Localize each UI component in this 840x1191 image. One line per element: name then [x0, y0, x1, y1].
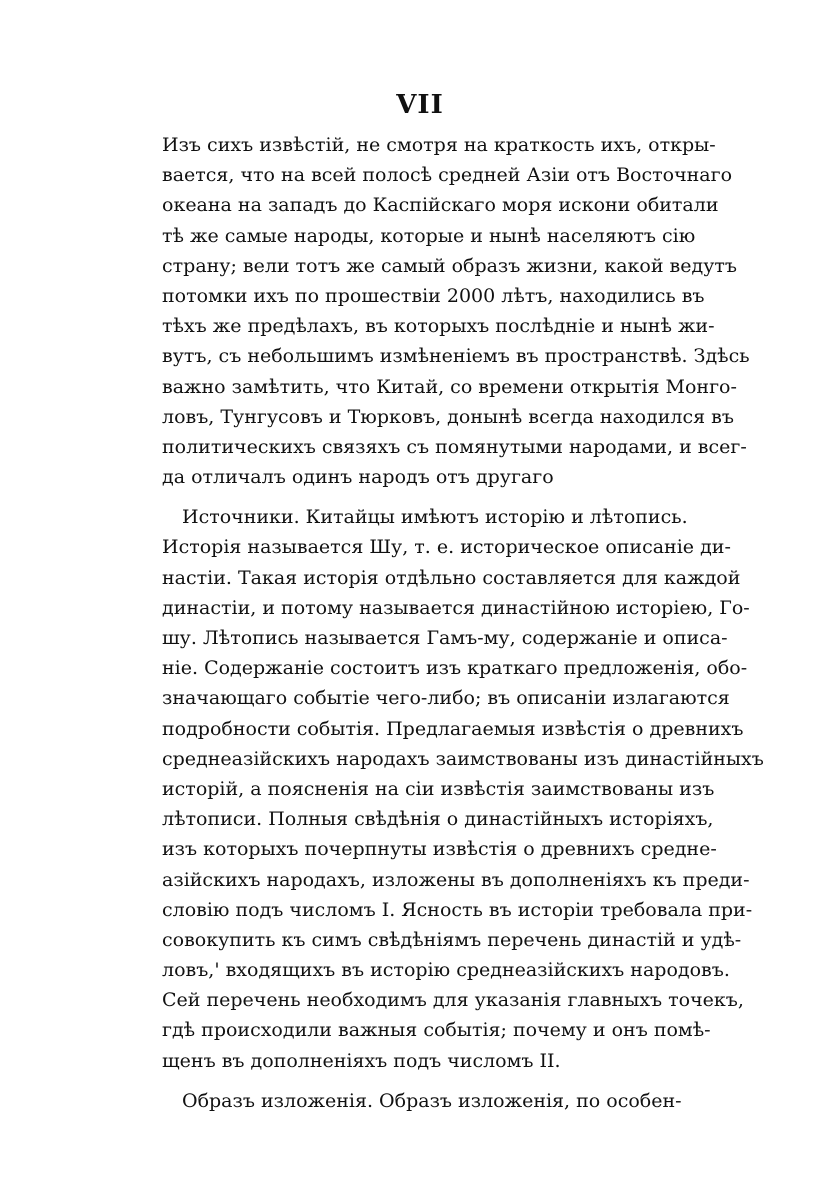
text-line: гдѣ происходили важныя событія; почему и онъ помѣ-	[162, 1019, 711, 1042]
text-line: Сей перечень необходимъ для указанія главныхъ точекъ,	[162, 989, 744, 1012]
text-line: настіи. Такая исторія отдѣльно составляется для каждой	[162, 566, 741, 589]
text-line: потомки ихъ по прошествіи 2000 лѣтъ, находились въ	[162, 284, 705, 307]
text-line: подробности событія. Предлагаемыя извѣстія о древнихъ	[162, 717, 744, 740]
page-number: VII	[396, 90, 444, 120]
text-line: важно замѣтить, что Китай, со времени открытія Монго-	[162, 375, 737, 398]
text-line: изъ которыхъ почерпнуты извѣстія о древнихъ средне-	[162, 838, 717, 861]
text-line: щенъ въ дополненіяхъ подъ числомъ II.	[162, 1049, 561, 1072]
text-line: шу. Лѣтопись называется Гамъ-му, содержаніе и описа-	[162, 627, 728, 649]
text-line: тѣ же самые народы, которые и нынѣ населяютъ сію	[162, 224, 696, 247]
paragraph-gap	[162, 492, 686, 502]
text-line: страну; вели тотъ же самый образъ жизни, какой ведутъ	[162, 254, 737, 277]
text-line: океана на западъ до Каспійскаго моря искони обитали	[162, 194, 719, 217]
text-line: вутъ, съ небольшимъ измѣненіемъ въ пространствѣ. Здѣсь	[162, 345, 750, 368]
text-line: Изъ сихъ извѣстій, не смотря на краткость ихъ, откры-	[162, 134, 716, 156]
text-line: да отличалъ одинъ народъ отъ другаго	[162, 466, 554, 489]
text-line: ловъ,' входящихъ въ исторію среднеазійскихъ народовъ.	[162, 959, 730, 982]
text-line: вается, что на всей полосѣ средней Азіи отъ Восточнаго	[162, 164, 733, 187]
paragraph-gap	[162, 1076, 686, 1086]
text-line: Исторія называется Шу, т. е. историческое описаніе ди-	[162, 536, 731, 559]
text-line: тѣхъ же предѣлахъ, въ которыхъ послѣдніе и нынѣ жи-	[162, 315, 715, 338]
text-line: азійскихъ народахъ, изложены въ дополненіяхъ къ преди-	[162, 868, 750, 891]
text-line: Образъ изложенія. Образъ изложенія, по особен-	[182, 1089, 682, 1112]
document-body	[162, 130, 764, 1116]
text-line: ловъ, Тунгусовъ и Тюрковъ, донынѣ всегда находился въ	[162, 405, 734, 428]
text-line: лѣтописи. Полныя свѣдѣнія о династійныхъ исторіяхъ,	[162, 808, 714, 831]
text-line: политическихъ связяхъ съ помянутыми народами, и всег-	[162, 435, 747, 458]
text-line: ніе. Содержаніе состоитъ изъ краткаго предложенія, обо-	[162, 657, 748, 680]
paragraph	[162, 1086, 686, 1116]
text-line: совокупить къ симъ свѣдѣніямъ перечень династій и удѣ-	[162, 928, 742, 951]
text-line: Источники. Китайцы имѣютъ исторію и лѣтопись.	[182, 506, 688, 529]
text-line: среднеазійскихъ народахъ заимствованы изъ династійныхъ	[162, 747, 764, 770]
text-line: династіи, и потому называется династійною исторіею, Го-	[162, 596, 750, 619]
text-line: словію подъ числомъ I. Ясность въ исторіи требовала при-	[162, 898, 753, 921]
paragraph	[162, 502, 764, 1076]
text-line: значающаго событіе чего-либо; въ описаніи излагаются	[162, 687, 730, 710]
text-line: исторій, а поясненія на сіи извѣстія заимствованы изъ	[162, 777, 715, 800]
paragraph	[162, 130, 750, 492]
